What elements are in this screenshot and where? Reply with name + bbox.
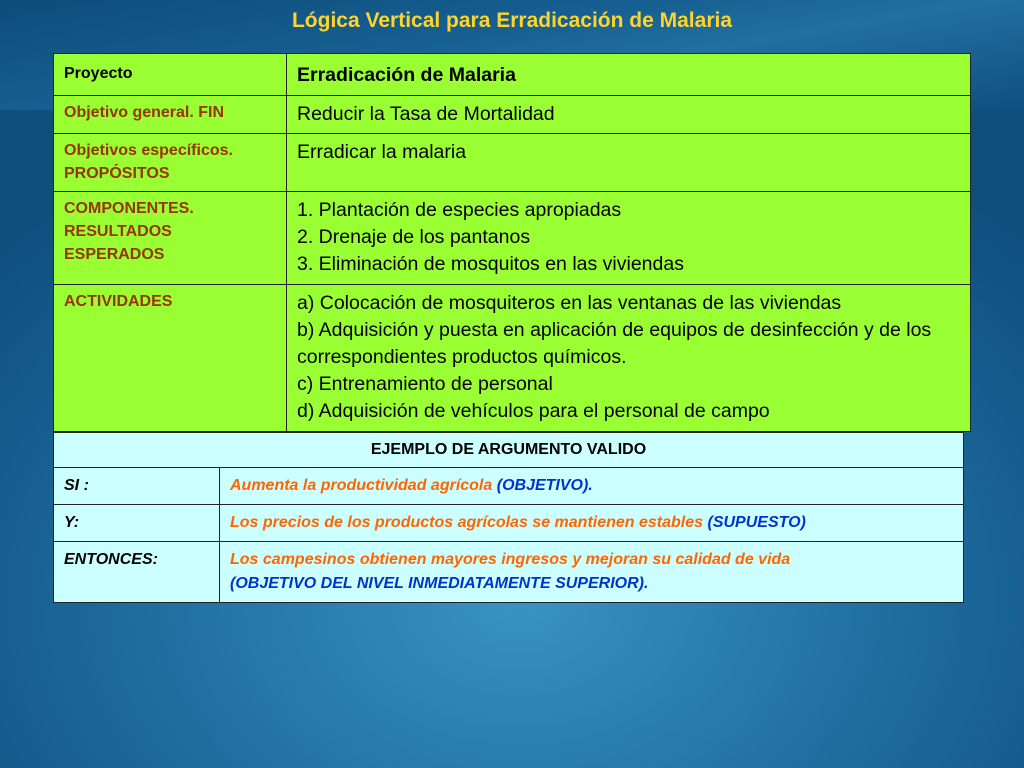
label-line: RESULTADOS <box>64 223 172 240</box>
row-text <box>220 468 964 505</box>
proposito-label <box>54 134 287 192</box>
componentes-list <box>287 192 971 285</box>
list-item: 3. Eliminación de mosquitos en las viviendas <box>297 253 684 275</box>
header-value: Erradicación de Malaria <box>287 54 971 96</box>
proposito-value: Erradicar la malaria <box>287 134 971 192</box>
header-label: Proyecto <box>54 54 287 96</box>
table-row <box>54 96 971 134</box>
list-item: b) Adquisición y puesta en aplicación de equipos de desinfección y de los correspondientes productos químicos. <box>297 319 932 368</box>
label-line: Objetivos específicos. <box>64 142 233 159</box>
list-item: d) Adquisición de vehículos para el personal de campo <box>297 400 770 422</box>
statement: Aumenta la productividad agrícola <box>230 477 493 494</box>
list-item: 1. Plantación de especies apropiadas <box>297 199 622 221</box>
slide-title: Lógica Vertical para Erradicación de Malaria <box>291 9 733 32</box>
statement-tag: (SUPUESTO) <box>707 514 806 531</box>
row-key: Y: <box>54 505 220 542</box>
label-line: PROPÓSITOS <box>64 165 170 182</box>
table-row <box>54 54 971 96</box>
table-row <box>54 433 964 468</box>
componentes-label <box>54 192 287 285</box>
argument-header: EJEMPLO DE ARGUMENTO VALIDO <box>54 433 964 468</box>
list-item: 2. Drenaje de los pantanos <box>297 226 531 248</box>
table-row <box>54 192 971 285</box>
actividades-list <box>287 285 971 432</box>
label-line: ESPERADOS <box>64 246 165 263</box>
row-text <box>220 542 964 603</box>
actividades-label: ACTIVIDADES <box>54 285 287 432</box>
fin-value: Reducir la Tasa de Mortalidad <box>287 96 971 134</box>
statement-tag: (OBJETIVO DEL NIVEL INMEDIATAMENTE SUPERIOR). <box>230 575 649 592</box>
table-row <box>54 468 964 505</box>
row-text <box>220 505 964 542</box>
argument-table <box>53 432 964 603</box>
fin-label: Objetivo general. FIN <box>54 96 287 134</box>
logical-framework-table <box>53 53 971 432</box>
list-item: a) Colocación de mosquiteros en las ventanas de las viviendas <box>297 292 842 314</box>
row-key: ENTONCES: <box>54 542 220 603</box>
table-row <box>54 285 971 432</box>
statement: Los precios de los productos agrícolas se mantienen estables <box>230 514 704 531</box>
list-item: c) Entrenamiento de personal <box>297 373 553 395</box>
table-row <box>54 134 971 192</box>
statement-tag: (OBJETIVO). <box>496 477 593 494</box>
row-key: SI : <box>54 468 220 505</box>
label-line: COMPONENTES. <box>64 200 194 217</box>
table-row <box>54 542 964 603</box>
statement: Los campesinos obtienen mayores ingresos y mejoran su calidad de vida <box>230 551 791 568</box>
table-row <box>54 505 964 542</box>
